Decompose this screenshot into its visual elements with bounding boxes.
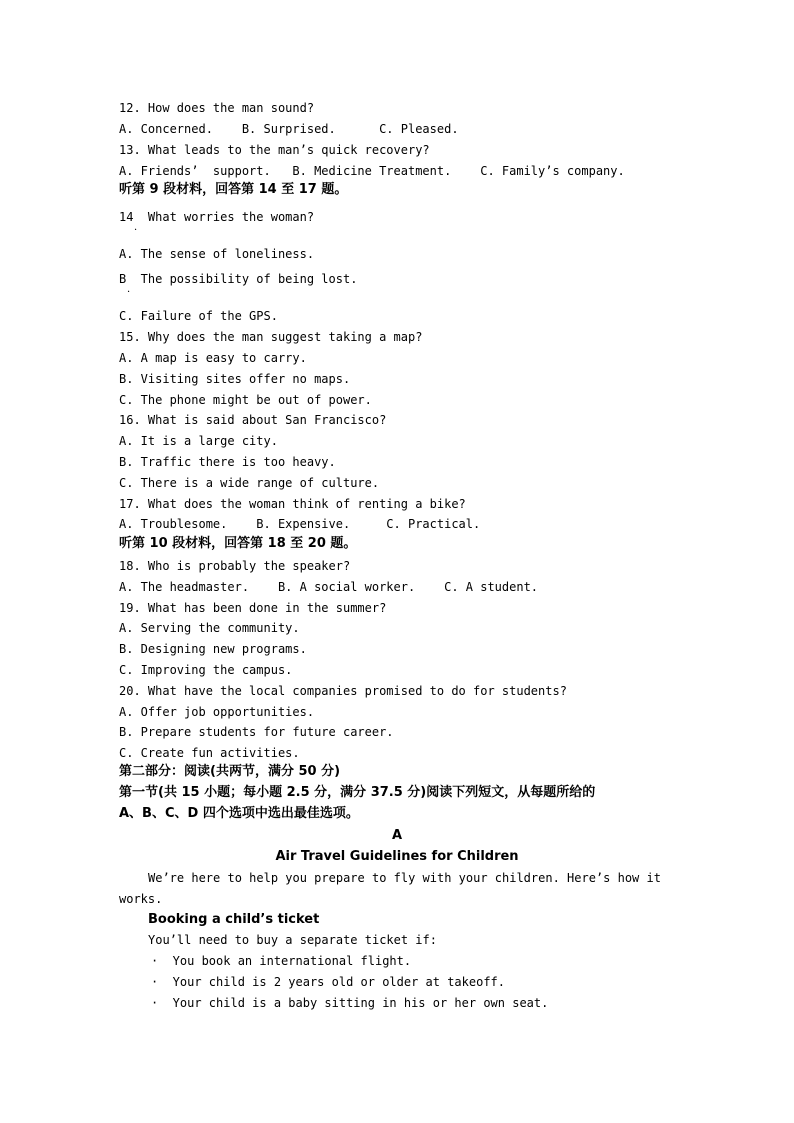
bullet-item: · You book an international flight. [151,954,412,968]
passage-text: You’ll need to buy a separate ticket if: [148,933,437,947]
question-14: 14 What worries the woman? [119,210,315,224]
part-two-heading: 第二部分：阅读(共两节，满分 50 分) [119,764,341,779]
question-16-option-c: C. There is a wide range of culture. [119,476,380,490]
question-13-options: A. Friends’ support. B. Medicine Treatment. C. Family’s company. [119,164,625,178]
question-15-option-b: B. Visiting sites offer no maps. [119,372,351,386]
question-20-option-b: B. Prepare students for future career. [119,725,394,739]
question-15-option-c: C. The phone might be out of power. [119,393,372,407]
bullet-item: · Your child is a baby sitting in his or her own seat. [151,996,549,1010]
question-19-option-a: A. Serving the community. [119,621,300,635]
question-14-option-b: B The possibility of being lost. [119,272,358,286]
question-14-option-c: C. Failure of the GPS. [119,309,278,323]
section-heading-material-9: 听第 9 段材料，回答第 14 至 17 题。 [119,182,348,197]
question-18-options: A. The headmaster. B. A social worker. C. A student. [119,580,539,594]
question-19-option-b: B. Designing new programs. [119,642,307,656]
question-20-option-c: C. Create fun activities. [119,746,300,760]
question-12-options: A. Concerned. B. Surprised. C. Pleased. [119,122,459,136]
passage-letter: A [391,828,403,843]
section-one-instructions-cont: A、B、C、D 四个选项中选出最佳选项。 [119,806,359,821]
question-19: 19. What has been done in the summer? [119,601,387,615]
section-one-instructions: 第一节(共 15 小题；每小题 2.5 分，满分 37.5 分)阅读下列短文，从每题所给的 [119,785,596,800]
question-17: 17. What does the woman think of renting a bike? [119,497,466,511]
question-15-option-a: A. A map is easy to carry. [119,351,307,365]
passage-title: Air Travel Guidelines for Children [275,849,519,864]
passage-intro-cont: works. [119,892,163,906]
question-14-option-a: A. The sense of loneliness. [119,247,315,261]
passage-subheading: Booking a child’s ticket [148,912,320,927]
question-16-option-b: B. Traffic there is too heavy. [119,455,336,469]
question-13: 13. What leads to the man’s quick recovery? [119,143,430,157]
question-17-options: A. Troublesome. B. Expensive. C. Practical. [119,517,481,531]
question-20-option-a: A. Offer job opportunities. [119,705,315,719]
question-16: 16. What is said about San Francisco? [119,413,387,427]
stray-dot-mark: · [134,225,138,236]
question-19-option-c: C. Improving the campus. [119,663,293,677]
section-heading-material-10: 听第 10 段材料，回答第 18 至 20 题。 [119,536,357,551]
question-20: 20. What have the local companies promised to do for students? [119,684,567,698]
question-15: 15. Why does the man suggest taking a map? [119,330,423,344]
stray-dot-mark: · [127,287,131,298]
question-18: 18. Who is probably the speaker? [119,559,351,573]
question-12: 12. How does the man sound? [119,101,315,115]
question-16-option-a: A. It is a large city. [119,434,278,448]
passage-intro: We’re here to help you prepare to fly with your children. Here’s how it [148,871,661,885]
bullet-item: · Your child is 2 years old or older at takeoff. [151,975,506,989]
